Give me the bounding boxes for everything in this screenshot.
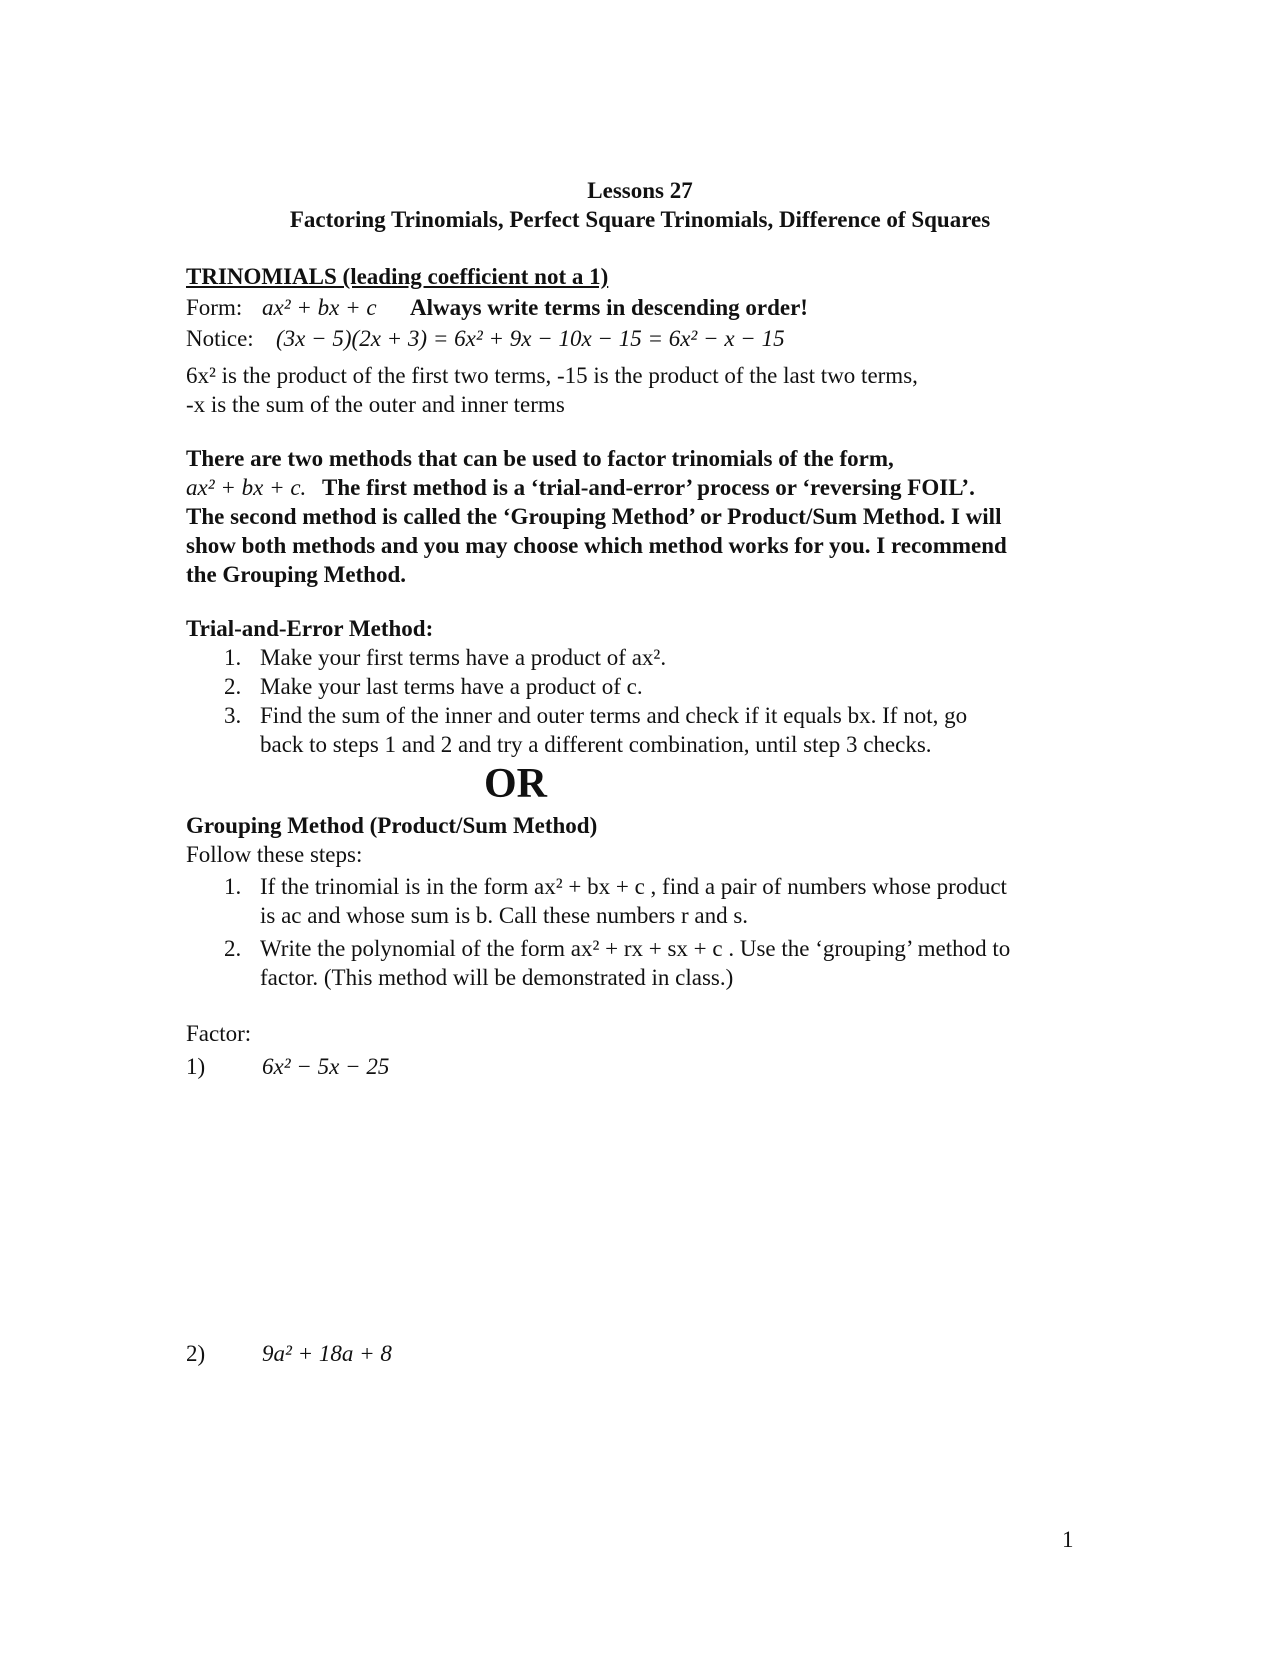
notice-expression: (3x − 5)(2x + 3) = 6x² + 9x − 10x − 15 = 6x² − x − 15 — [276, 326, 785, 351]
grouping-step-number: 1. — [224, 874, 242, 899]
grouping-step-number: 2. — [224, 936, 242, 961]
or-divider: OR — [484, 761, 547, 807]
trial-step-text: Make your first terms have a product of ax². — [260, 645, 667, 670]
problem-number: 2) — [186, 1341, 206, 1366]
methods-intro-line-3: The second method is called the ‘Grouping Method’ or Product/Sum Method. I will — [186, 504, 1002, 529]
problem-expression: 9a² + 18a + 8 — [262, 1341, 392, 1366]
trial-step-number: 1. — [224, 645, 242, 670]
trial-heading: Trial-and-Error Method: — [186, 616, 434, 641]
form-label: Form: — [186, 295, 243, 320]
trial-step-text: Make your last terms have a product of c. — [260, 674, 643, 699]
trial-step-number: 2. — [224, 674, 242, 699]
methods-intro-line-4: show both methods and you may choose which method works for you. I recommend — [186, 533, 1007, 558]
problem-expression: 6x² − 5x − 25 — [262, 1054, 390, 1079]
page-number: 1 — [1062, 1527, 1074, 1552]
grouping-intro: Follow these steps: — [186, 842, 363, 867]
methods-intro-expression: ax² + bx + c. — [186, 475, 307, 500]
form-note: Always write terms in descending order! — [410, 295, 808, 320]
methods-intro-line-5: the Grouping Method. — [186, 562, 407, 587]
page-title: Lessons 27 — [587, 178, 693, 203]
methods-intro-line-2: The first method is a ‘trial-and-error’ process or ‘reversing FOIL’. — [322, 475, 975, 500]
explain-line-1: 6x² is the product of the first two terms, -15 is the product of the last two terms, — [186, 363, 918, 388]
grouping-step-text: If the trinomial is in the form ax² + bx + c , find a pair of numbers whose product — [260, 874, 1007, 899]
grouping-step-text: Write the polynomial of the form ax² + rx + sx + c . Use the ‘grouping’ method to — [260, 936, 1011, 961]
notice-label: Notice: — [186, 326, 254, 351]
methods-intro-line-1: There are two methods that can be used to factor trinomials of the form, — [186, 446, 894, 471]
factor-label: Factor: — [186, 1021, 252, 1046]
page-subtitle: Factoring Trinomials, Perfect Square Trinomials, Difference of Squares — [289, 207, 991, 232]
explain-line-2: -x is the sum of the outer and inner terms — [186, 392, 565, 417]
trial-step-text: Find the sum of the inner and outer terms and check if it equals bx. If not, go — [260, 703, 968, 728]
form-expression: ax² + bx + c — [262, 295, 377, 320]
grouping-step-text-continued: factor. (This method will be demonstrated in class.) — [260, 965, 734, 990]
trial-step-number: 3. — [224, 703, 242, 728]
trinomials-heading: TRINOMIALS (leading coefficient not a 1) — [186, 264, 609, 289]
grouping-heading: Grouping Method (Product/Sum Method) — [186, 813, 598, 838]
problem-number: 1) — [186, 1054, 206, 1079]
grouping-step-text-continued: is ac and whose sum is b. Call these numbers r and s. — [260, 903, 749, 928]
trial-step-text-continued: back to steps 1 and 2 and try a different combination, until step 3 checks. — [260, 732, 932, 757]
